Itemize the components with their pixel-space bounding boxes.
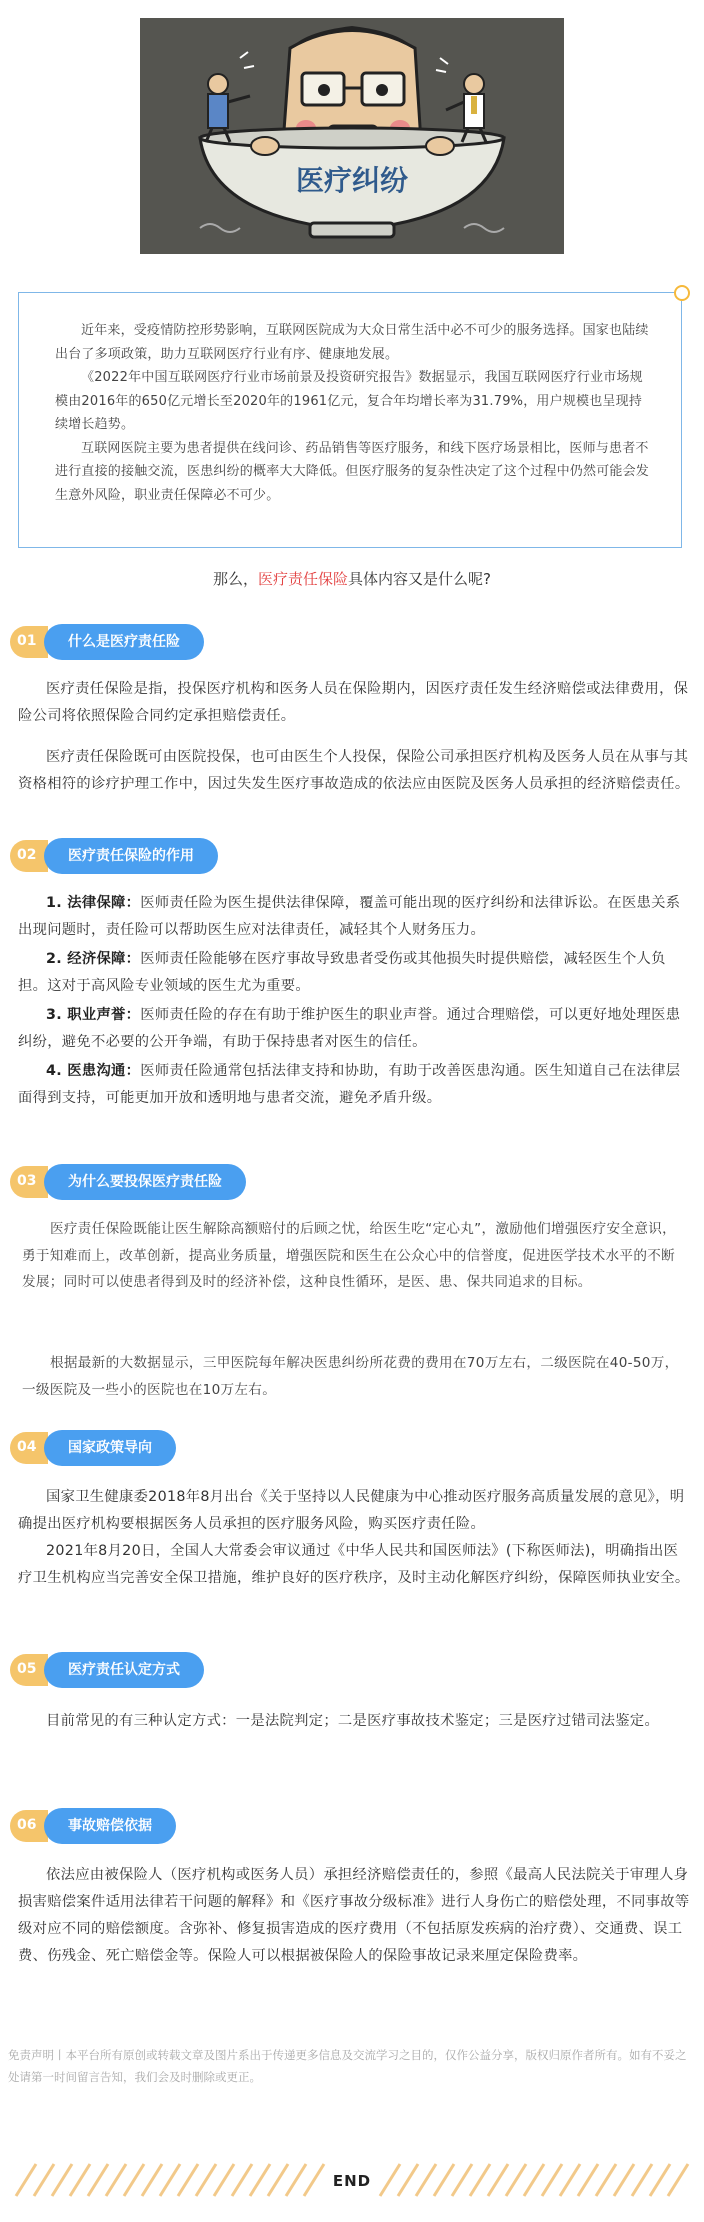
item-label: 2. 经济保障： [46,951,141,967]
section-title: 事故赔偿依据 [44,1808,176,1844]
intro-paragraph: 《2022年中国互联网医疗行业市场前景及投资研究报告》数据显示，我国互联网医疗行业市场规模由2016年的650亿元增长至2020年的1961亿元，复合年均增长率为31.79%，用户规模也呈现持续增长趋势。 [55,370,643,432]
end-label: END [332,2172,372,2190]
section-number: 02 [17,847,37,863]
section-02-item [18,1058,690,1112]
section-number: 03 [17,1173,37,1189]
section-number: 06 [17,1817,37,1833]
section-title: 医疗责任保险的作用 [44,838,218,874]
item-label: 3. 职业声誉： [46,1007,141,1023]
item-label: 4. 医患沟通： [46,1063,141,1079]
section-05-paragraph: 目前常见的有三种认定方式：一是法院判定；二是医疗事故技术鉴定；三是医疗过错司法鉴定。 [46,1713,660,1729]
section-header-06 [10,1808,270,1844]
intro-paragraph: 互联网医院主要为患者提供在线问诊、药品销售等医疗服务，和线下医疗场景相比，医师与患者不进行直接的接触交流，医患纠纷的概率大大降低。但医疗服务的复杂性决定了这个过程中仍然可能会发生意外风险，职业责任保障必不可少。 [55,440,650,503]
section-header-03 [10,1164,270,1200]
question-highlight: 医疗责任保险 [258,570,349,588]
section-01-paragraph: 医疗责任保险既可由医院投保，也可由医生个人投保，保险公司承担医疗机构及医务人员在从事与其资格相符的诊疗护理工作中，因过失发生医疗事故造成的依法应由医院及医务人员承担的经济赔偿责任。 [18,749,690,792]
item-text: 医师责任险能够在医疗事故导致患者受伤或其他损失时提供赔偿，减轻医生个人负担。这对于高风险专业领域的医生尤为重要。 [18,951,666,994]
section-header-01 [10,624,270,660]
end-divider [0,2160,704,2200]
section-02-item [18,890,690,944]
section-title: 什么是医疗责任险 [44,624,204,660]
hero-graphic [140,18,564,254]
section-header-04 [10,1430,270,1466]
section-03-paragraph: 根据最新的大数据显示，三甲医院每年解决医患纠纷所花费的费用在70万左右，二级医院在40-50万，一级医院及一些小的医院也在10万左右。 [22,1355,679,1398]
section-01-paragraph: 医疗责任保险是指，投保医疗机构和医务人员在保险期内，因医疗责任发生经济赔偿或法律费用，保险公司将依照保险合同约定承担赔偿责任。 [18,681,689,724]
section-02-item [18,946,690,1000]
intro-box [18,292,682,548]
question-line [0,568,704,589]
section-06-paragraph: 依法应由被保险人（医疗机构或医务人员）承担经济赔偿责任的，参照《最高人民法院关于审理人身损害赔偿案件适用法律若干问题的解释》和《医疗事故分级标准》进行人身伤亡的赔偿处理，不同事故等级对应不同的赔偿额度。含弥补、修复损害造成的医疗费用（不包括原发疾病的治疗费）、交通费、误工费、伤残金、死亡赔偿金等。保险人可以根据被保险人的保险事故记录来厘定保险费率。 [18,1867,690,1964]
disclaimer-text: 免责声明丨本平台所有原创或转载文章及图片系出于传递更多信息及交流学习之目的，仅作公益分享，版权归原作者所有。如有不妥之处请第一时间留言告知，我们会及时删除或更正。 [8,2048,687,2084]
section-number: 04 [17,1439,37,1455]
circle-decoration-icon [674,285,690,301]
section-header-02 [10,838,270,874]
intro-body [55,319,655,507]
section-title: 为什么要投保医疗责任险 [44,1164,246,1200]
item-label: 1. 法律保障： [46,895,141,911]
item-text: 医师责任险的存在有助于维护医生的职业声誉。通过合理赔偿，可以更好地处理医患纠纷，避免不必要的公开争端，有助于保持患者对医生的信任。 [18,1007,681,1050]
hero-sign-text: 医疗纠纷 [295,164,409,197]
item-text: 医师责任险为医生提供法律保障，覆盖可能出现的医疗纠纷和法律诉讼。在医患关系出现问题时，责任险可以帮助医生应对法律责任，减轻其个人财务压力。 [18,895,681,938]
section-number: 01 [17,633,37,649]
section-title: 医疗责任认定方式 [44,1652,204,1688]
section-header-05 [10,1652,270,1688]
section-03-paragraph: 医疗责任保险既能让医生解除高额赔付的后顾之忧，给医生吃“定心丸”，激励他们增强医疗安全意识，勇于知难而上，改革创新，提高业务质量，增强医院和医生在公众心中的信誉度，促进医学技术水平的不断发展；同时可以使患者得到及时的经济补偿，这种良性循环，是医、患、保共同追求的目标。 [22,1221,677,1291]
section-number: 05 [17,1661,37,1677]
section-04-paragraph: 2021年8月20日，全国人大常委会审议通过《中华人民共和国医师法》(下称医师法)，明确指出医疗卫生机构应当完善安全保卫措施，维护良好的医疗秩序，及时主动化解医疗纠纷，保障医师执业安全。 [18,1543,690,1586]
section-04-paragraph: 国家卫生健康委2018年8月出台《关于坚持以人民健康为中心推动医疗服务高质量发展的意见》，明确提出医疗机构要根据医务人员承担的医疗服务风险，购买医疗责任险。 [18,1489,685,1532]
hero-illustration [140,18,564,254]
item-text: 医师责任险通常包括法律支持和协助，有助于改善医患沟通。医生知道自己在法律层面得到支持，可能更加开放和透明地与患者交流，避免矛盾升级。 [18,1063,681,1106]
question-after: 具体内容又是什么呢? [348,570,491,588]
section-title: 国家政策导向 [44,1430,176,1466]
intro-paragraph: 近年来，受疫情防控形势影响，互联网医院成为大众日常生活中必不可少的服务选择。国家也陆续出台了多项政策，助力互联网医疗行业有序、健康地发展。 [55,323,649,362]
question-before: 那么， [213,570,259,588]
section-02-item [18,1002,690,1056]
